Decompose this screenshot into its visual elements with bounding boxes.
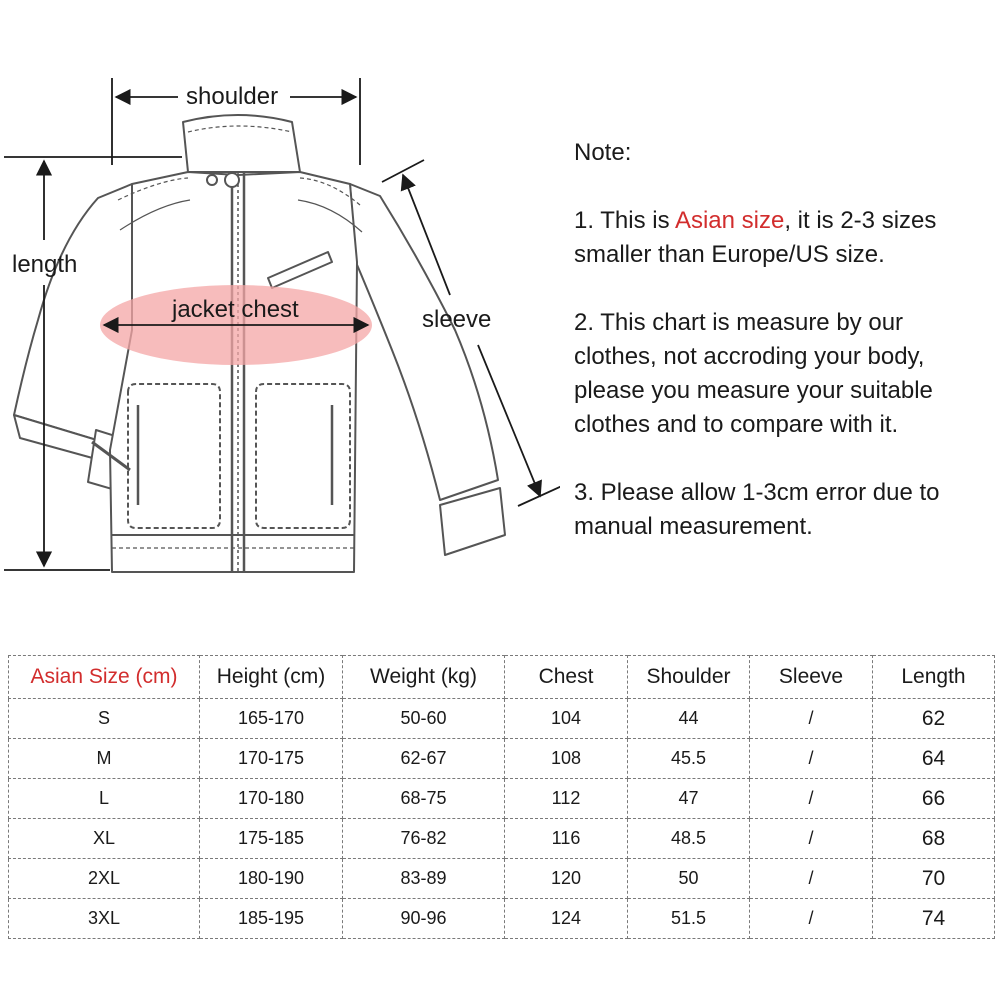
- cell-shoulder: 44: [628, 699, 750, 739]
- cell-length: 70: [873, 859, 995, 899]
- cell-length: 74: [873, 899, 995, 939]
- cell-sleeve: /: [750, 899, 873, 939]
- cell-height: 170-175: [200, 739, 343, 779]
- cell-sleeve: /: [750, 699, 873, 739]
- notes-title: Note:: [574, 139, 632, 166]
- cell-size: S: [9, 699, 200, 739]
- length-label: length: [12, 251, 78, 278]
- cell-length: 68: [873, 819, 995, 859]
- table-row: [9, 859, 995, 899]
- cell-weight: 76-82: [343, 819, 505, 859]
- cell-sleeve: /: [750, 819, 873, 859]
- cell-size: L: [9, 779, 200, 819]
- cell-shoulder: 50: [628, 859, 750, 899]
- table-row: [9, 819, 995, 859]
- cell-weight: 90-96: [343, 899, 505, 939]
- note-item-1: [574, 204, 994, 272]
- table-row: [9, 739, 995, 779]
- table-row: [9, 899, 995, 939]
- cell-sleeve: /: [750, 739, 873, 779]
- cell-chest: 124: [505, 899, 628, 939]
- shoulder-label: shoulder: [186, 83, 279, 110]
- cell-height: 175-185: [200, 819, 343, 859]
- size-chart-table: [8, 655, 995, 939]
- cell-length: 64: [873, 739, 995, 779]
- cell-shoulder: 45.5: [628, 739, 750, 779]
- header-asian-size: Asian Size (cm): [9, 656, 200, 699]
- header-chest: Chest: [505, 656, 628, 699]
- table-row: [9, 699, 995, 739]
- header-shoulder: Shoulder: [628, 656, 750, 699]
- asian-size-highlight: Asian size: [674, 207, 785, 234]
- note-item-3: 3. Please allow 1-3cm error due to manual measurement.: [574, 479, 940, 540]
- jacket-diagram: [0, 0, 560, 600]
- cell-weight: 62-67: [343, 739, 505, 779]
- cell-size: 3XL: [9, 899, 200, 939]
- cell-chest: 112: [505, 779, 628, 819]
- cell-weight: 83-89: [343, 859, 505, 899]
- notes-panel: [574, 136, 994, 578]
- cell-weight: 68-75: [343, 779, 505, 819]
- note-item-1-end: , it is 2-3 sizes smaller than Europe/US size.: [574, 207, 937, 268]
- table-header-row: [9, 656, 995, 699]
- cell-height: 170-180: [200, 779, 343, 819]
- cell-weight: 50-60: [343, 699, 505, 739]
- cell-length: 66: [873, 779, 995, 819]
- cell-sleeve: /: [750, 859, 873, 899]
- cell-shoulder: 51.5: [628, 899, 750, 939]
- header-sleeve: Sleeve: [750, 656, 873, 699]
- cell-shoulder: 48.5: [628, 819, 750, 859]
- cell-length: 62: [873, 699, 995, 739]
- header-height: Height (cm): [200, 656, 343, 699]
- cell-size: XL: [9, 819, 200, 859]
- cell-height: 185-195: [200, 899, 343, 939]
- cell-chest: 108: [505, 739, 628, 779]
- table-row: [9, 779, 995, 819]
- cell-chest: 104: [505, 699, 628, 739]
- cell-size: 2XL: [9, 859, 200, 899]
- cell-shoulder: 47: [628, 779, 750, 819]
- chest-label: jacket chest: [172, 296, 299, 323]
- cell-height: 180-190: [200, 859, 343, 899]
- note-item-2: 2. This chart is measure by our clothes, not accroding your body, please you measure your suitable clothes and to compare with it.: [574, 309, 933, 438]
- cell-chest: 120: [505, 859, 628, 899]
- cell-sleeve: /: [750, 779, 873, 819]
- sleeve-label: sleeve: [422, 306, 492, 333]
- note-item-1-start: 1. This is: [574, 207, 675, 234]
- header-length: Length: [873, 656, 995, 699]
- header-weight: Weight (kg): [343, 656, 505, 699]
- cell-chest: 116: [505, 819, 628, 859]
- cell-size: M: [9, 739, 200, 779]
- cell-height: 165-170: [200, 699, 343, 739]
